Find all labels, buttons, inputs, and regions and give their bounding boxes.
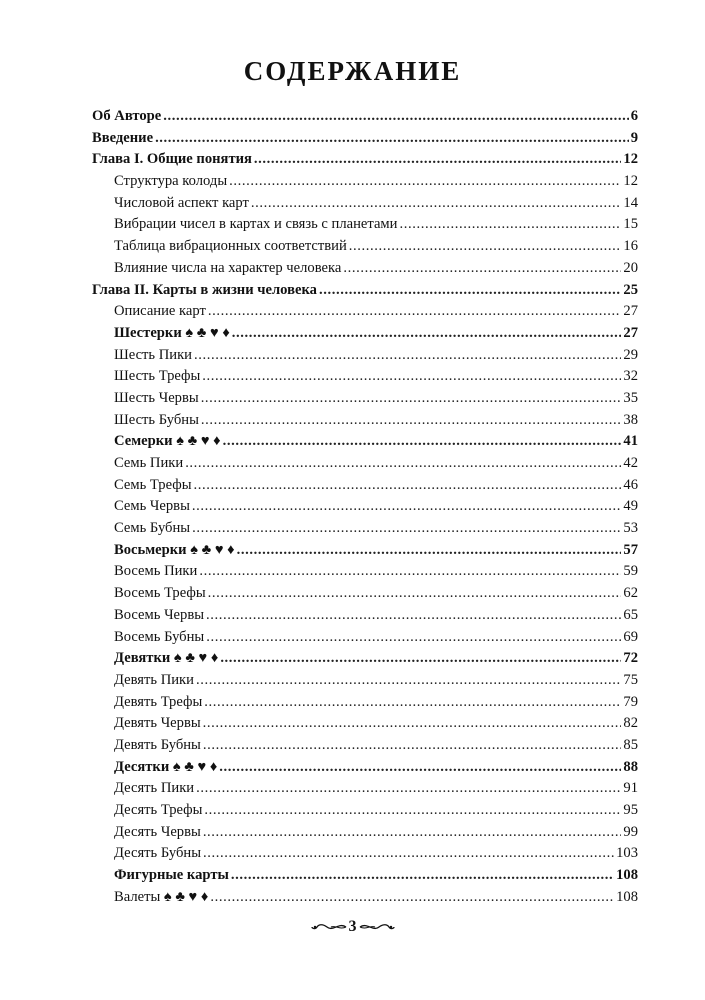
dot-leader	[206, 627, 621, 649]
toc-entry-page: 57	[623, 541, 638, 558]
toc-entry-title: Числовой аспект карт	[114, 194, 249, 211]
toc-entry-page: 38	[623, 411, 638, 428]
dot-leader	[201, 410, 622, 432]
toc-entry-title: Структура колоды	[114, 173, 228, 190]
dot-leader	[219, 757, 621, 779]
toc-entry-page: 41	[623, 433, 638, 450]
toc-entry[interactable]	[92, 627, 638, 649]
toc-entry[interactable]	[92, 540, 638, 562]
flourish-ornament-icon	[359, 921, 395, 933]
toc-entry-page: 79	[623, 693, 638, 710]
toc-entry[interactable]	[92, 583, 638, 605]
dot-leader	[192, 496, 622, 518]
toc-entry-title: Восемь Пики	[114, 563, 198, 580]
toc-entry[interactable]	[92, 106, 638, 128]
toc-entry-title: Десять Трефы	[114, 802, 203, 818]
toc-entry-title: Семь Червы	[114, 498, 190, 515]
toc-entry-page: 25	[623, 281, 638, 298]
toc-entry[interactable]	[92, 301, 638, 323]
toc-entry-page: 65	[623, 606, 638, 623]
toc-entry-page: 20	[623, 259, 638, 276]
dot-leader	[319, 280, 621, 302]
toc-entry-page: 14	[623, 194, 638, 211]
toc-entry[interactable]	[92, 865, 638, 887]
toc-entry-title: Семь Пики	[114, 455, 184, 471]
toc-entry-page: 108	[616, 867, 638, 884]
dot-leader	[251, 193, 622, 215]
toc-entry-page: 42	[623, 455, 638, 471]
toc-entry-title: Восемь Трефы	[114, 585, 206, 602]
toc-entry-title: Введение	[92, 129, 154, 146]
toc-entry-title: Десятки ♠ ♣ ♥ ♦	[114, 758, 218, 775]
dot-leader	[237, 540, 622, 562]
dot-leader	[208, 583, 622, 605]
dot-leader	[208, 301, 622, 323]
toc-entry[interactable]	[92, 193, 638, 215]
toc-entry-title: Шесть Червы	[114, 389, 199, 406]
dot-leader	[185, 453, 621, 475]
toc-entry-title: Описание карт	[114, 303, 206, 320]
dot-leader	[203, 735, 622, 757]
dot-leader	[192, 518, 621, 540]
toc-entry[interactable]	[92, 822, 638, 844]
toc-entry[interactable]	[92, 843, 638, 865]
dot-leader	[229, 171, 621, 193]
toc-entry[interactable]	[92, 605, 638, 627]
toc-entry-title: Шесть Трефы	[114, 368, 201, 385]
toc-entry-page: 103	[616, 845, 638, 862]
toc-entry-page: 46	[623, 476, 638, 493]
toc-entry-title: Вибрации чисел в картах и связь с планетами	[114, 216, 398, 233]
toc-entry-title: Влияние числа на характер человека	[114, 259, 342, 276]
toc-entry[interactable]	[92, 453, 638, 475]
dot-leader	[231, 865, 614, 887]
dot-leader	[201, 388, 622, 410]
dot-leader	[399, 214, 621, 236]
toc-entry[interactable]	[92, 757, 638, 779]
toc-entry-page: 9	[630, 129, 638, 146]
toc-entry-title: Таблица вибрационных соответствий	[114, 238, 347, 255]
toc-entry[interactable]	[92, 410, 638, 432]
toc-entry[interactable]	[92, 735, 638, 757]
toc-entry-page: 85	[623, 736, 638, 753]
toc-entry-page: 49	[623, 498, 638, 515]
dot-leader	[194, 345, 621, 367]
toc-entry-page: 91	[623, 780, 638, 797]
toc-entry-page: 6	[630, 108, 638, 124]
toc-entry-page: 99	[623, 823, 638, 840]
toc-entry[interactable]	[92, 670, 638, 692]
toc-entry-page: 35	[623, 389, 638, 406]
dot-leader	[204, 692, 621, 714]
toc-entry-page: 88	[623, 758, 638, 775]
toc-entry[interactable]	[92, 561, 638, 583]
toc-entry[interactable]	[92, 887, 638, 909]
toc-entry-title: Глава II. Карты в жизни человека	[92, 281, 317, 298]
toc-entry[interactable]	[92, 713, 638, 735]
toc-entry[interactable]	[92, 778, 638, 800]
toc-entry-page: 15	[623, 216, 638, 233]
toc-entry-page: 32	[623, 368, 638, 385]
toc-entry-title: Восьмерки ♠ ♣ ♥ ♦	[114, 541, 235, 558]
toc-entry[interactable]	[92, 648, 638, 670]
dot-leader	[163, 106, 628, 128]
toc-entry-page: 82	[623, 715, 638, 732]
toc-entry[interactable]	[92, 323, 638, 345]
toc-entry-page: 53	[623, 520, 638, 537]
toc-entry-title: Шесть Бубны	[114, 411, 199, 428]
dot-leader	[204, 800, 621, 822]
toc-entry-title: Шестерки ♠ ♣ ♥ ♦	[114, 324, 230, 341]
dot-leader	[232, 323, 622, 345]
toc-entry-title: Восемь Бубны	[114, 628, 205, 645]
toc-entry-title: Девять Трефы	[114, 693, 203, 710]
dot-leader	[196, 670, 621, 692]
toc-entry-page: 12	[623, 151, 638, 168]
toc-entry-title: Десять Пики	[114, 780, 195, 797]
toc-entry[interactable]	[92, 149, 638, 171]
toc-entry[interactable]	[92, 236, 638, 258]
toc-entry-page: 108	[616, 888, 638, 905]
dot-leader	[196, 778, 621, 800]
toc-entry-page: 12	[623, 173, 638, 190]
toc-entry-title: Семь Бубны	[114, 520, 191, 537]
dot-leader	[254, 149, 621, 171]
toc-entry-page: 59	[623, 563, 638, 580]
page-footer	[0, 919, 705, 935]
toc-entry[interactable]	[92, 171, 638, 193]
toc-entry[interactable]	[92, 518, 638, 540]
toc-entry[interactable]	[92, 258, 638, 280]
toc-entry[interactable]	[92, 496, 638, 518]
dot-leader	[349, 236, 622, 258]
dot-leader	[199, 561, 621, 583]
toc-entry-title: Десять Червы	[114, 823, 201, 840]
toc-entry[interactable]	[92, 800, 638, 822]
toc-entry-title: Семь Трефы	[114, 476, 192, 493]
toc-entry[interactable]	[92, 366, 638, 388]
toc-entry[interactable]	[92, 431, 638, 453]
toc-entry-page: 69	[623, 628, 638, 645]
toc-entry-title: Девять Червы	[114, 715, 201, 732]
dot-leader	[206, 605, 621, 627]
toc-entry-title: Об Авторе	[92, 108, 162, 124]
toc-entry-page: 27	[623, 324, 638, 341]
toc-entry-title: Валеты ♠ ♣ ♥ ♦	[114, 888, 209, 905]
toc-entry-page: 75	[623, 671, 638, 688]
dot-leader	[203, 843, 614, 865]
toc-entry[interactable]	[92, 128, 638, 150]
dot-leader	[202, 366, 621, 388]
page-title: СОДЕРЖАНИЕ	[243, 56, 462, 86]
flourish-ornament-icon	[311, 921, 347, 933]
toc-entry[interactable]	[92, 280, 638, 302]
toc-entry-title: Десять Бубны	[114, 845, 202, 862]
dot-leader	[155, 128, 629, 150]
page-number: 3	[348, 918, 357, 935]
toc-entry-title: Шесть Пики	[114, 346, 192, 363]
dot-leader	[343, 258, 621, 280]
toc-entry[interactable]	[92, 345, 638, 367]
toc-entry-title: Восемь Червы	[114, 606, 205, 623]
toc-entry-title: Девять Пики	[114, 671, 194, 688]
toc-entry-page: 72	[623, 650, 638, 667]
toc-entry-title: Девять Бубны	[114, 736, 201, 753]
toc-entry-page: 16	[623, 238, 638, 255]
toc-entry-title: Девятки ♠ ♣ ♥ ♦	[114, 650, 219, 667]
toc-entry-page: 29	[623, 346, 638, 363]
dot-leader	[210, 887, 614, 909]
toc-entry[interactable]	[92, 388, 638, 410]
dot-leader	[194, 475, 622, 497]
dot-leader	[203, 822, 622, 844]
dot-leader	[203, 713, 622, 735]
toc-entry-page: 95	[623, 802, 638, 818]
toc-entry-title: Семерки ♠ ♣ ♥ ♦	[114, 433, 221, 450]
table-of-contents	[92, 106, 638, 908]
dot-leader	[223, 431, 622, 453]
toc-entry[interactable]	[92, 692, 638, 714]
toc-entry[interactable]	[92, 475, 638, 497]
toc-entry-page: 62	[623, 585, 638, 602]
toc-entry[interactable]	[92, 214, 638, 236]
toc-entry-page: 27	[623, 303, 638, 320]
dot-leader	[220, 648, 621, 670]
toc-entry-title: Глава I. Общие понятия	[92, 151, 252, 168]
toc-entry-title: Фигурные карты	[114, 867, 229, 884]
